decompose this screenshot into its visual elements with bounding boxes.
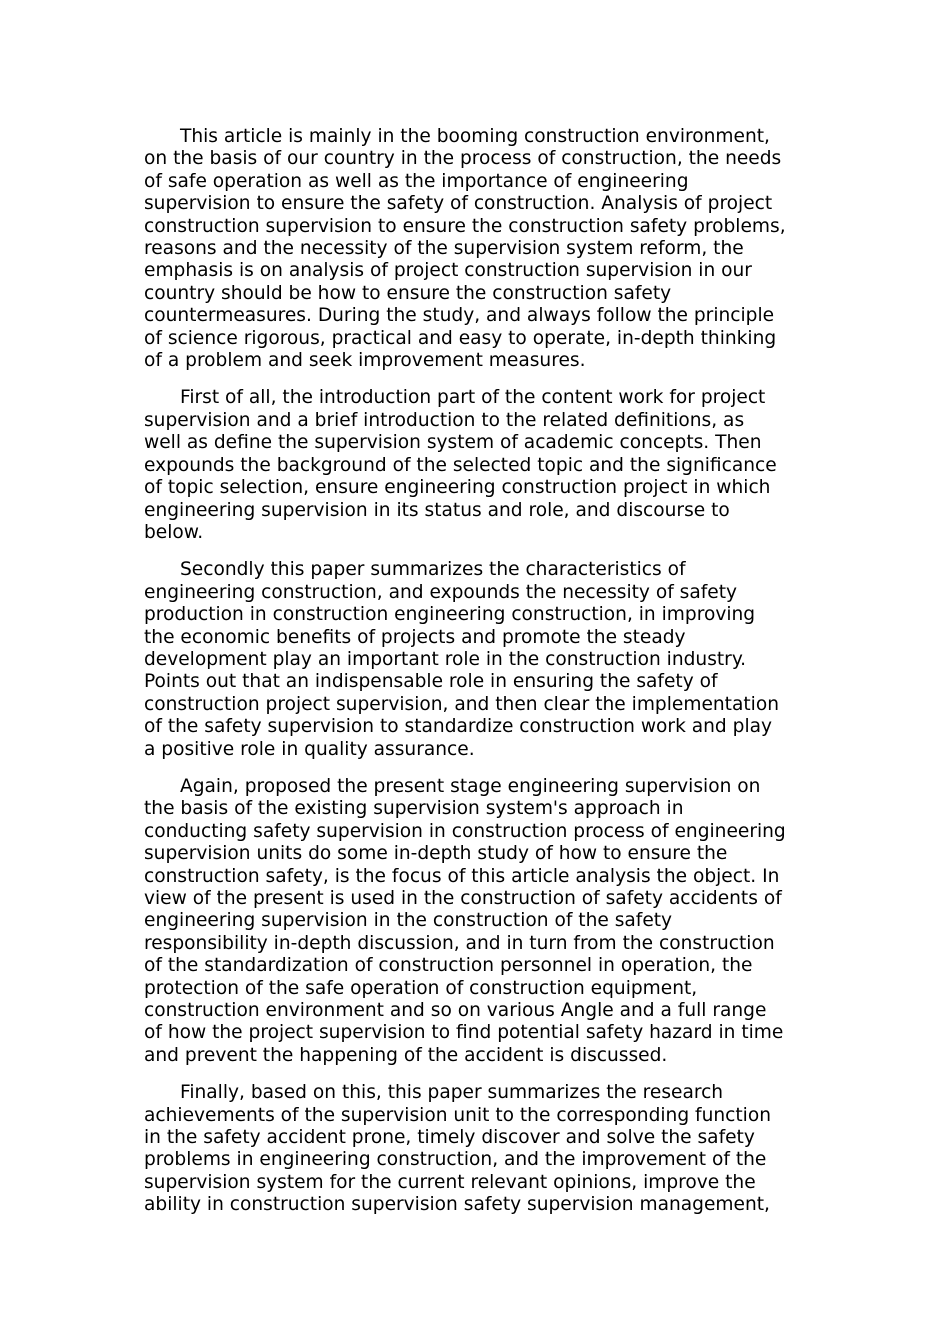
text-line: construction environment and so on various Angle and a full range <box>144 1000 767 1022</box>
text-line: supervision units do some in-depth study of how to ensure the <box>144 843 728 865</box>
text-line: of topic selection, ensure engineering construction project in which <box>144 477 771 499</box>
document-body <box>144 126 824 1232</box>
paragraph <box>144 776 824 1067</box>
text-line: well as define the supervision system of academic concepts. Then <box>144 432 762 454</box>
text-line: supervision system for the current relevant opinions, improve the <box>144 1171 756 1193</box>
text-line: on the basis of our country in the process of construction, the needs <box>144 148 782 170</box>
text-line: Again, proposed the present stage engineering supervision on <box>180 775 761 797</box>
text-line: the economic benefits of projects and promote the steady <box>144 626 686 648</box>
text-line: Secondly this paper summarizes the characteristics of <box>180 559 686 581</box>
text-line: supervision to ensure the safety of construction. Analysis of project <box>144 193 773 215</box>
text-line: view of the present is used in the construction of safety accidents of <box>144 888 782 909</box>
text-line: engineering supervision in the construction of the safety <box>144 910 673 932</box>
text-line: in the safety accident prone, timely discover and solve the safety <box>144 1127 755 1149</box>
text-line: of how the project supervision to find potential safety hazard in time <box>144 1022 784 1044</box>
text-line: below. <box>144 521 204 543</box>
text-line: conducting safety supervision in construction process of engineering <box>144 820 786 842</box>
text-line: development play an important role in the construction industry. <box>144 648 747 670</box>
text-line: of a problem and seek improvement measures. <box>144 350 586 372</box>
text-line: construction safety, is the focus of this article analysis the object. In <box>144 865 780 887</box>
text-line: First of all, the introduction part of the content work for project <box>180 387 766 409</box>
text-line: countermeasures. During the study, and always follow the principle <box>144 305 775 327</box>
text-line: expounds the background of the selected topic and the significance <box>144 454 777 476</box>
text-line: construction supervision to ensure the construction safety problems, <box>144 215 786 237</box>
text-line: and prevent the happening of the accident is discussed. <box>144 1044 668 1066</box>
text-line: a positive role in quality assurance. <box>144 738 475 760</box>
paragraph <box>144 126 824 372</box>
text-line: problems in engineering construction, and the improvement of the <box>144 1149 767 1171</box>
text-line: of science rigorous, practical and easy to operate, in-depth thinking <box>144 327 777 349</box>
text-line: engineering construction, and expounds the necessity of safety <box>144 581 738 603</box>
text-line: Points out that an indispensable role in ensuring the safety of <box>144 671 718 693</box>
text-line: reasons and the necessity of the supervision system reform, the <box>144 238 744 260</box>
text-line: of safe operation as well as the importance of engineering <box>144 170 689 192</box>
text-line: country should be how to ensure the construction safety <box>144 282 672 304</box>
text-line: the basis of the existing supervision system's approach in <box>144 798 684 820</box>
text-line: responsibility in-depth discussion, and in turn from the construction <box>144 932 775 954</box>
text-line: This article is mainly in the booming construction environment, <box>180 126 770 147</box>
text-line: of the safety supervision to standardize construction work and play <box>144 716 773 738</box>
text-line: construction project supervision, and then clear the implementation <box>144 693 779 715</box>
text-line: supervision and a brief introduction to the related definitions, as <box>144 409 745 431</box>
text-line: protection of the safe operation of construction equipment, <box>144 977 698 999</box>
text-line: Finally, based on this, this paper summarizes the research <box>180 1082 724 1104</box>
paragraph <box>144 1082 824 1216</box>
text-line: engineering supervision in its status and role, and discourse to <box>144 499 730 521</box>
text-line: ability in construction supervision safety supervision management, <box>144 1194 770 1216</box>
paragraph <box>144 387 824 544</box>
text-line: achievements of the supervision unit to the corresponding function <box>144 1104 771 1126</box>
text-line: of the standardization of construction personnel in operation, the <box>144 955 753 977</box>
text-line: emphasis is on analysis of project construction supervision in our <box>144 260 752 282</box>
text-line: production in construction engineering construction, in improving <box>144 604 756 626</box>
paragraph <box>144 559 824 761</box>
